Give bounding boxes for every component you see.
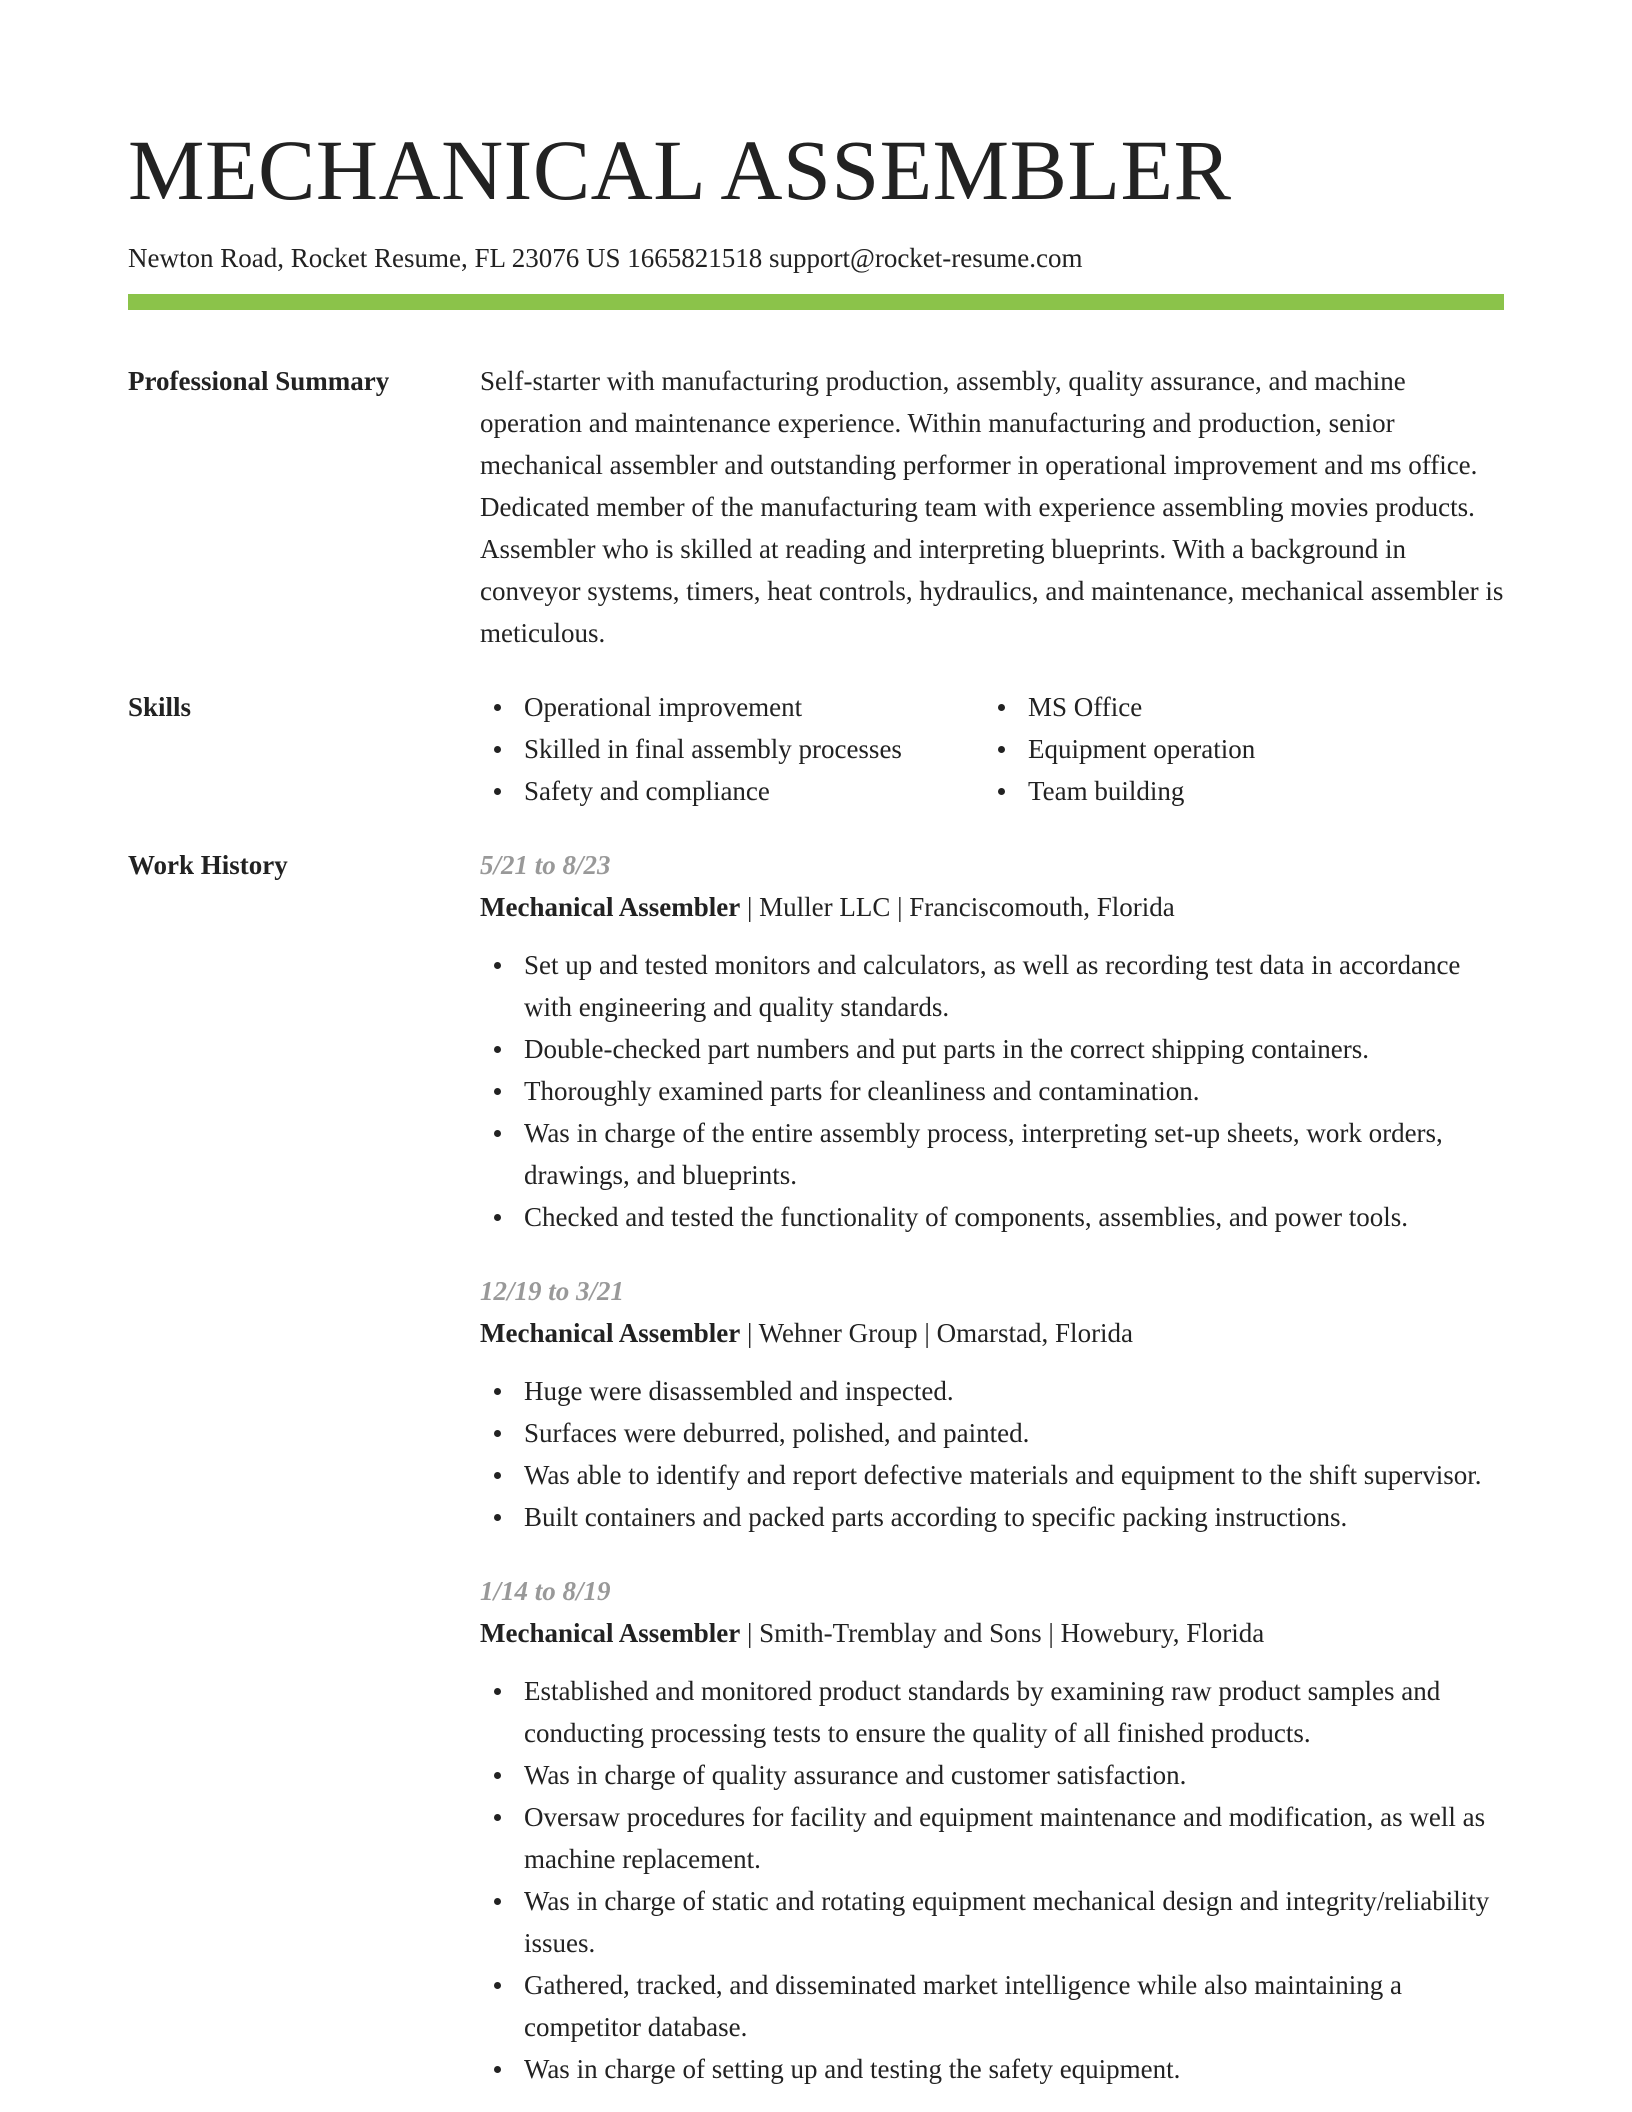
separator: | [740,1318,759,1348]
separator: | [1041,1618,1061,1648]
job-bullet: Thoroughly examined parts for cleanliness and contamination. [480,1070,1504,1112]
applicant-name: MECHANICAL ASSEMBLER [128,122,1232,218]
section-label-work-history: Work History [128,850,288,880]
job-title: Mechanical Assembler [480,892,741,922]
skills-list [480,686,1504,812]
job-company: Muller LLC [759,892,891,922]
contact-line: Newton Road, Rocket Resume, FL 23076 US 1665821518 support@rocket-resume.com [128,243,1083,273]
separator: | [740,892,760,922]
skills-section [128,686,1504,812]
job-bullet: Was able to identify and report defective materials and equipment to the shift supervisor. [480,1454,1504,1496]
job-bullet: Was in charge of the entire assembly process, interpreting set-up sheets, work orders, drawings, and blueprints. [480,1112,1504,1196]
job-bullet: Was in charge of setting up and testing the safety equipment. [480,2048,1504,2090]
section-label-summary: Professional Summary [128,366,390,396]
separator: | [890,892,910,922]
job-bullet: Oversaw procedures for facility and equipment maintenance and modification, as well as machine replacement. [480,1796,1504,1880]
job-location: Omarstad, Florida [936,1318,1134,1348]
job-title-line [480,1612,1504,1654]
job-title-line [480,1312,1504,1354]
job-bullet: Surfaces were deburred, polished, and painted. [480,1412,1504,1454]
summary-body [480,360,1504,654]
skill-item: MS Office [984,686,1504,728]
separator: | [917,1318,937,1348]
professional-summary-section [128,360,1504,654]
accent-divider [128,294,1504,310]
job-company: Wehner Group [758,1318,918,1348]
job-company: Smith-Tremblay and Sons [759,1618,1042,1648]
skill-item: Skilled in final assembly processes [480,728,984,770]
job-dates: 1/14 to 8/19 [480,1576,611,1606]
job-title: Mechanical Assembler [480,1618,741,1648]
skill-item: Team building [984,770,1504,812]
work-history-body [480,844,1504,2090]
job-title: Mechanical Assembler [480,1318,741,1348]
job-bullet: Built containers and packed parts according to specific packing instructions. [480,1496,1504,1538]
job-bullet: Established and monitored product standards by examining raw product samples and conducting processing tests to ensure the quality of all finished products. [480,1670,1504,1754]
job-entry [480,844,1504,1238]
job-title-line [480,886,1504,928]
job-bullet: Was in charge of quality assurance and customer satisfaction. [480,1754,1504,1796]
job-entry [480,1570,1504,2090]
resume-header [128,0,1504,310]
job-bullet: Gathered, tracked, and disseminated market intelligence while also maintaining a competitor database. [480,1964,1504,2048]
job-location: Howebury, Florida [1060,1618,1265,1648]
job-entry [480,1270,1504,1538]
job-bullets [480,944,1504,1238]
job-bullets [480,1670,1504,2090]
summary-text: Self-starter with manufacturing production, assembly, quality assurance, and machine operation and maintenance experience. Within manufacturing and production, senior mechanical assembler and outstanding performer in operational improvement and ms office. Dedicated member of the manufacturing team with experience assembling movies products. Assembler who is skilled at reading and interpreting blueprints. With a background in conveyor systems, timers, heat controls, hydraulics, and maintenance, mechanical assembler is meticulous. [480,366,1504,648]
separator: | [740,1618,760,1648]
job-location: Franciscomouth, Florida [909,892,1175,922]
skill-item: Operational improvement [480,686,984,728]
job-bullet: Huge were disassembled and inspected. [480,1370,1504,1412]
skill-item: Safety and compliance [480,770,984,812]
job-dates: 12/19 to 3/21 [480,1276,625,1306]
job-bullets [480,1370,1504,1538]
work-history-section [128,844,1504,2090]
job-dates: 5/21 to 8/23 [480,850,611,880]
section-label-skills: Skills [128,692,192,722]
job-bullet: Was in charge of static and rotating equipment mechanical design and integrity/reliability issues. [480,1880,1504,1964]
skill-item: Equipment operation [984,728,1504,770]
job-bullet: Set up and tested monitors and calculators, as well as recording test data in accordance with engineering and quality standards. [480,944,1504,1028]
skills-body [480,686,1504,812]
job-bullet: Checked and tested the functionality of components, assemblies, and power tools. [480,1196,1504,1238]
job-bullet: Double-checked part numbers and put parts in the correct shipping containers. [480,1028,1504,1070]
